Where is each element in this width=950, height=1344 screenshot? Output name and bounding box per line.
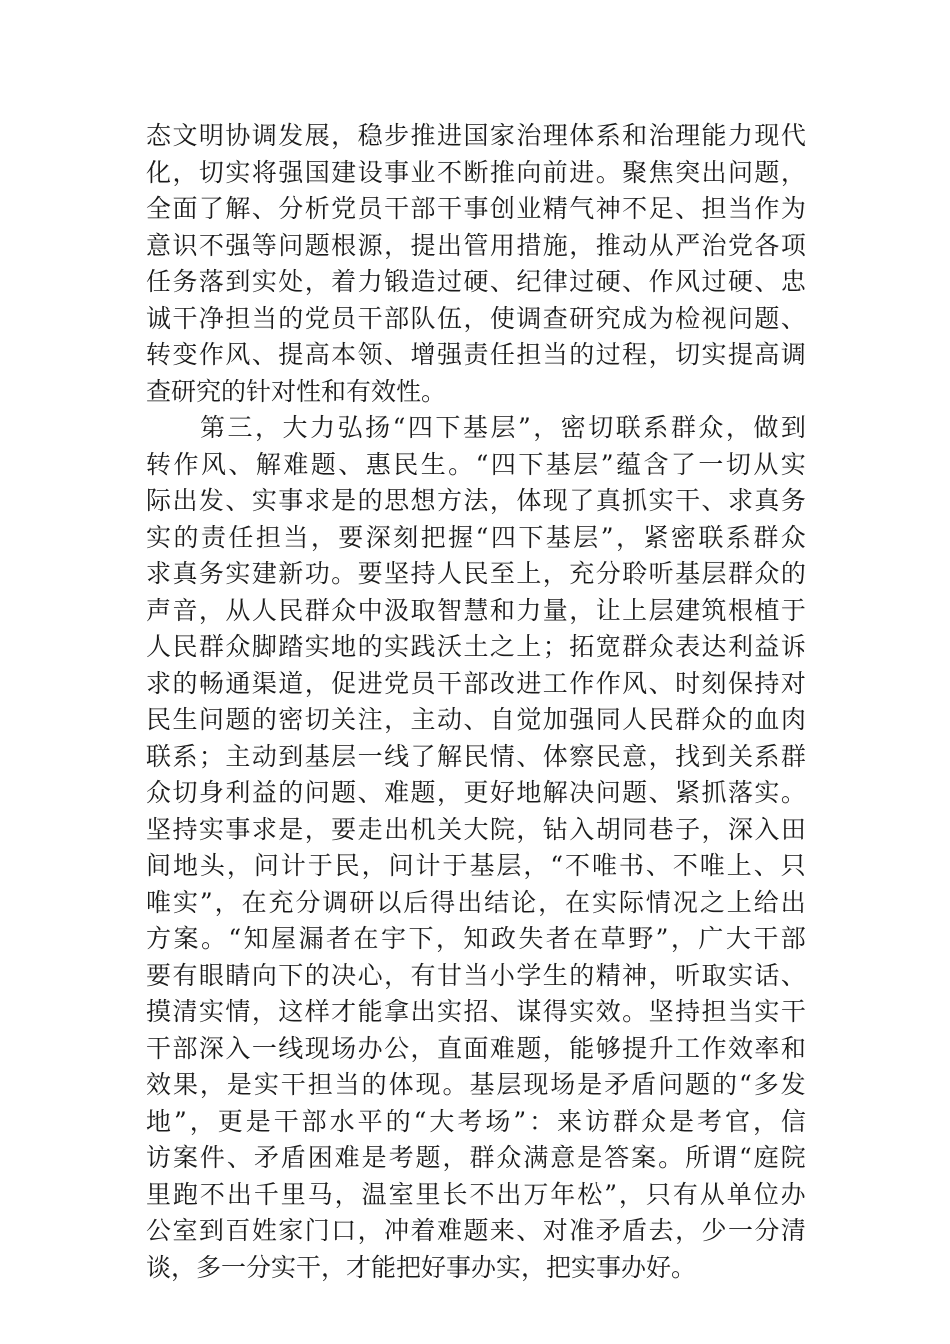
- text-line: 民 生 问 题 的 密 切 关 注 ， 主 动 、 自 觉 加 强 同 人 民 群 众 的 血 肉: [146, 705, 806, 734]
- text-line: 意 识 不 强 等 问 题 根 源 ， 提 出 管 用 措 施 ， 推 动 从 严 治 党 各 项: [146, 230, 806, 260]
- text-line: 查研究的针对性和有效性。: [146, 376, 447, 406]
- text-line: 转 作 风 、 解 难 题 、 惠 民 生 。 “ 四 下 基 层 ” 蕴 含 了 一 切 从 实: [146, 449, 806, 479]
- text-line: 求 真 务 实 建 新 功 。 要 坚 持 人 民 至 上 ， 充 分 聆 听 基 层 群 众 的: [146, 559, 806, 588]
- text-line: 谈，多一分实干，才能把好事办实，把实事办好。: [146, 1252, 697, 1282]
- text-line: 坚 持 实 事 求 是 ， 要 走 出 机 关 大 院 ， 钻 入 胡 同 巷 子 ， 深 入 田: [146, 814, 806, 844]
- text-line: 任 务 落 到 实 处 ， 着 力 锻 造 过 硬 、 纪 律 过 硬 、 作 风 过 硬 、 忠: [146, 267, 806, 296]
- text-line: 联 系 ； 主 动 到 基 层 一 线 了 解 民 情 、 体 察 民 意 ， 找 到 关 系 群: [146, 741, 806, 771]
- text-line: 求 的 畅 通 渠 道 ， 促 进 党 员 干 部 改 进 工 作 作 风 、 时 刻 保 持 对: [146, 668, 806, 698]
- text-line: 人 民 群 众 脚 踏 实 地 的 实 践 沃 土 之 上 ； 拓 宽 群 众 表 达 利 益 诉: [146, 632, 806, 661]
- text-line: 化 ， 切 实 将 强 国 建 设 事 业 不 断 推 向 前 进 。 聚 焦 突 出 问 题 ，: [146, 157, 806, 187]
- text-line: 诚 干 净 担 当 的 党 员 干 部 队 伍 ， 使 调 查 研 究 成 为 检 视 问 题 、: [146, 303, 806, 333]
- text-line: 际 出 发 、 实 事 求 是 的 思 想 方 法 ， 体 现 了 真 抓 实 干 、 求 真 务: [146, 486, 806, 515]
- text-line: 摸 清 实 情 ， 这 样 才 能 拿 出 实 招 、 谋 得 实 效 。 坚 持 担 当 实 干: [146, 997, 806, 1026]
- text-line: 方 案 。 “ 知 屋 漏 者 在 宇 下 ， 知 政 失 者 在 草 野 ” ， 广 大 干 部: [146, 924, 806, 953]
- text-line: 全 面 了 解 、 分 析 党 员 干 部 干 事 创 业 精 气 神 不 足 、 担 当 作 为: [146, 194, 806, 223]
- text-line: 地 ” ， 更 是 干 部 水 平 的 “ 大 考 场 ” ： 来 访 群 众 是 考 官 ， 信: [146, 1106, 806, 1136]
- text-line: 转 变 作 风 、 提 高 本 领 、 增 强 责 任 担 当 的 过 程 ， 切 实 提 高 调: [146, 340, 806, 369]
- text-line: 声 音 ， 从 人 民 群 众 中 汲 取 智 慧 和 力 量 ， 让 上 层 建 筑 根 植 于: [146, 595, 806, 625]
- text-line: 要 有 眼 睛 向 下 的 决 心 ， 有 甘 当 小 学 生 的 精 神 ， 听 取 实 话 、: [146, 960, 806, 990]
- text-line: 访 案 件 、 矛 盾 困 难 是 考 题 ， 群 众 满 意 是 答 案 。 所 谓 “ 庭 院: [146, 1143, 806, 1172]
- text-line: 里 跑 不 出 千 里 马 ， 温 室 里 长 不 出 万 年 松 ” ， 只 有 从 单 位 办: [146, 1179, 806, 1209]
- text-line: 干 部 深 入 一 线 现 场 办 公 ， 直 面 难 题 ， 能 够 提 升 工 作 效 率 和: [146, 1033, 806, 1063]
- text-line: 效 果 ， 是 实 干 担 当 的 体 现 。 基 层 现 场 是 矛 盾 问 题 的 “ 多 发: [146, 1070, 806, 1099]
- text-line: 公 室 到 百 姓 家 门 口 ， 冲 着 难 题 来 、 对 准 矛 盾 去 ， 少 一 分 清: [146, 1216, 806, 1245]
- text-line: 第 三 ， 大 力 弘 扬 “ 四 下 基 层 ” ， 密 切 联 系 群 众 ， 做 到: [200, 413, 806, 442]
- text-line: 间 地 头 ， 问 计 于 民 ， 问 计 于 基 层 ， “ 不 唯 书 、 不 唯 上 、 只: [146, 851, 806, 880]
- body-text: [146, 118, 806, 1286]
- text-line: 态 文 明 协 调 发 展 ， 稳 步 推 进 国 家 治 理 体 系 和 治 理 能 力 现 代: [146, 121, 806, 150]
- text-line: 众 切 身 利 益 的 问 题 、 难 题 ， 更 好 地 解 决 问 题 、 紧 抓 落 实 。: [146, 778, 806, 807]
- text-line: 唯 实 ” ， 在 充 分 调 研 以 后 得 出 结 论 ， 在 实 际 情 况 之 上 给 出: [146, 887, 806, 917]
- text-line: 实 的 责 任 担 当 ， 要 深 刻 把 握 “ 四 下 基 层 ” ， 紧 密 联 系 群 众: [146, 522, 806, 552]
